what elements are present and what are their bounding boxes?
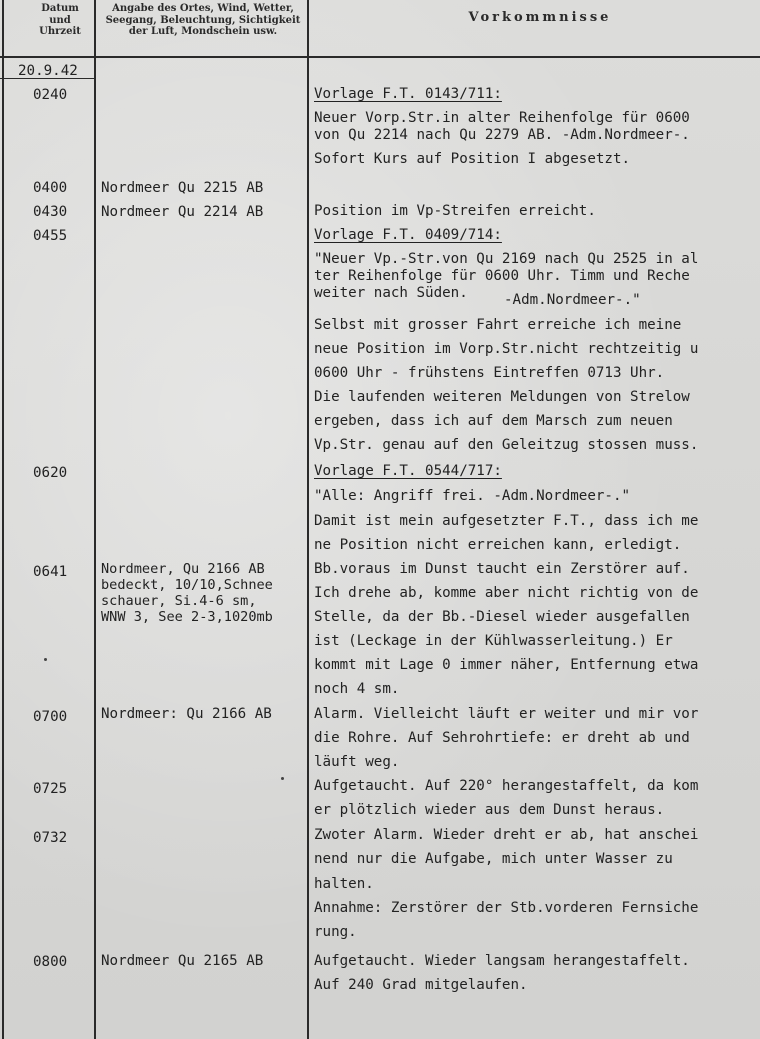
place-column-header: Angabe des Ortes, Wind, Wetter, Seegang, Beleuchtung, Sichtigkeit der Luft, Mondschein usw. [105, 3, 301, 37]
event-line: Die laufenden weiteren Meldungen von Strelow [314, 389, 690, 405]
date-column-header: Datum und Uhrzeit [39, 3, 81, 37]
place-0641-line3: schauer, Si.4-6 sm, [101, 593, 257, 609]
event-line: Bb.voraus im Dunst taucht ein Zerstörer auf. [314, 561, 690, 577]
event-line: noch 4 sm. [314, 681, 400, 697]
time-0725: 0725 [33, 781, 68, 797]
time-0430: 0430 [33, 204, 68, 220]
events-column-header: Vorkommnisse [468, 10, 612, 25]
time-0732: 0732 [33, 830, 68, 846]
event-line: 0600 Uhr - frühstens Eintreffen 0713 Uhr. [314, 365, 665, 381]
event-line: weiter nach Süden. [314, 285, 468, 301]
event-line: läuft weg. [314, 754, 400, 770]
event-line: Vp.Str. genau auf den Geleitzug stossen muss. [314, 437, 699, 453]
place-0641-line4: WNW 3, See 2-3,1020mb [101, 609, 273, 625]
place-0700: Nordmeer: Qu 2166 AB [101, 706, 272, 722]
event-line: Aufgetaucht. Auf 220° herangestaffelt, da kom [314, 778, 699, 794]
event-line: Vorlage F.T. 0143/711: [314, 86, 502, 102]
event-line: Sofort Kurs auf Position I abgesetzt. [314, 151, 631, 167]
event-line: Damit ist mein aufgesetzter F.T., dass ich me [314, 513, 699, 529]
event-line: Aufgetaucht. Wieder langsam herangestaffelt. [314, 953, 690, 969]
event-line: Vorlage F.T. 0409/714: [314, 227, 502, 243]
event-line: Position im Vp-Streifen erreicht. [314, 203, 596, 219]
event-line: die Rohre. Auf Sehrohrtiefe: er dreht ab und [314, 730, 690, 746]
event-line: nend nur die Aufgabe, mich unter Wasser zu [314, 851, 673, 867]
time-0620: 0620 [33, 465, 68, 481]
date-column-divider [94, 0, 96, 1039]
event-line: neue Position im Vorp.Str.nicht rechtzeitig u [314, 341, 699, 357]
event-line: Neuer Vorp.Str.in alter Reihenfolge für 0600 [314, 110, 690, 126]
event-line: Auf 240 Grad mitgelaufen. [314, 977, 528, 993]
event-line: halten. [314, 876, 374, 892]
place-0430: Nordmeer Qu 2214 AB [101, 204, 264, 220]
event-line: ter Reihenfolge für 0600 Uhr. Timm und Reche [314, 268, 690, 284]
time-0240: 0240 [33, 87, 68, 103]
event-line: "Alle: Angriff frei. -Adm.Nordmeer-." [314, 488, 631, 504]
event-line: ne Position nicht erreichen kann, erledigt. [314, 537, 682, 553]
scan-speck [281, 777, 284, 780]
event-line: -Adm.Nordmeer-." [504, 292, 641, 308]
place-column-divider [307, 0, 309, 1039]
time-0400: 0400 [33, 180, 68, 196]
event-line: Vorlage F.T. 0544/717: [314, 463, 502, 479]
header-bottom-rule [0, 56, 760, 58]
event-line: "Neuer Vp.-Str.von Qu 2169 nach Qu 2525 in al [314, 251, 699, 267]
event-line: Alarm. Vielleicht läuft er weiter und mir vor [314, 706, 699, 722]
event-line: ist (Leckage in der Kühlwasserleitung.) Er [314, 633, 673, 649]
place-0800: Nordmeer Qu 2165 AB [101, 953, 264, 969]
time-0641: 0641 [33, 564, 68, 580]
log-date: 20.9.42 [18, 63, 78, 79]
time-0700: 0700 [33, 709, 68, 725]
time-0455: 0455 [33, 228, 68, 244]
event-line: Selbst mit grosser Fahrt erreiche ich meine [314, 317, 682, 333]
event-line: Ich drehe ab, komme aber nicht richtig von de [314, 585, 699, 601]
event-line: Annahme: Zerstörer der Stb.vorderen Fernsiche [314, 900, 699, 916]
event-line: rung. [314, 924, 357, 940]
place-0641-line1: Nordmeer, Qu 2166 AB [101, 561, 265, 577]
place-0641-line2: bedeckt, 10/10,Schnee [101, 577, 273, 593]
event-line: Stelle, da der Bb.-Diesel wieder ausgefallen [314, 609, 690, 625]
event-line: Zwoter Alarm. Wieder dreht er ab, hat anschei [314, 827, 699, 843]
event-line: von Qu 2214 nach Qu 2279 AB. -Adm.Nordmeer-. [314, 127, 690, 143]
time-0800: 0800 [33, 954, 68, 970]
event-line: er plötzlich wieder aus dem Dunst heraus. [314, 802, 665, 818]
scan-speck [44, 658, 47, 661]
left-border-line [2, 0, 4, 1039]
event-line: kommt mit Lage 0 immer näher, Entfernung etwa [314, 657, 699, 673]
event-line: ergeben, dass ich auf dem Marsch zum neuen [314, 413, 673, 429]
place-0400: Nordmeer Qu 2215 AB [101, 180, 264, 196]
